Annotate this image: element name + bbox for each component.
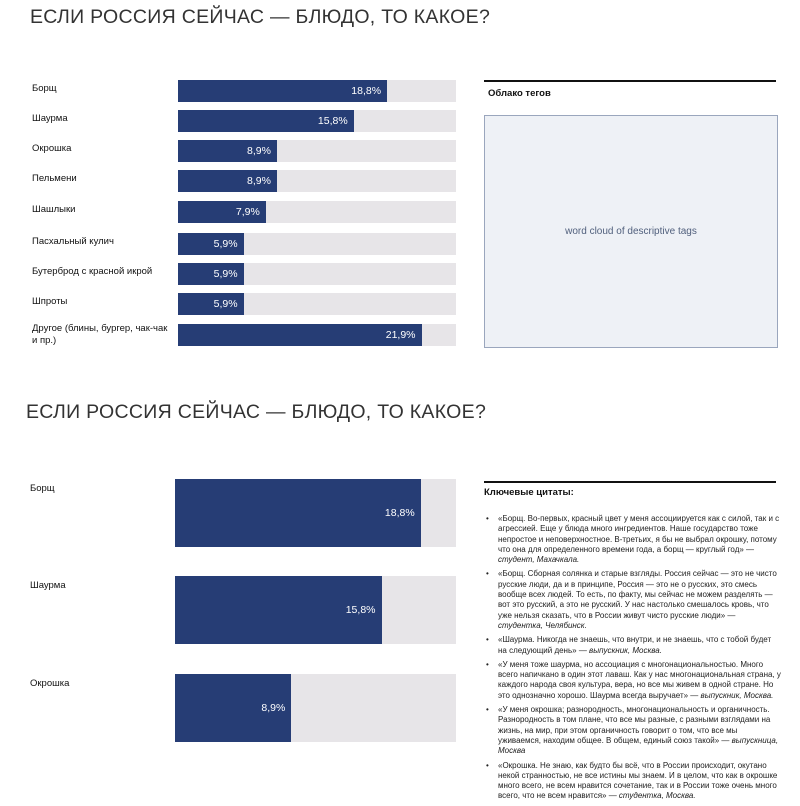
bar-track [178, 80, 456, 102]
bar-value-label: 15,8% [317, 115, 348, 127]
bar [178, 140, 277, 162]
bar-track [178, 140, 456, 162]
category-label: Шашлыки [32, 204, 76, 215]
category-label: Пельмени [32, 173, 77, 184]
bar [178, 263, 244, 285]
quote-text: «Борщ. Во-первых, красный цвет у меня ассоциируется как с силой, так и с агрессией. Еще у блюда много ингредиентов. Наше государство тоже непростое и неповерхностное. В-третьих, я бы не выбрал окрошку, потому что она для определенного времени года, а борщ — круглый год» — [498, 514, 780, 554]
panel-rule [484, 80, 776, 82]
quotes-title: Ключевые цитаты: [484, 487, 574, 498]
quote-text: «У меня тоже шаурма, но ассоциация с многонациональностью. Много всего напичкано в один этот лаваш. Как у нас многонациональная страна, у каждого народа своя культура, вера, но все мы живем в одной стране. Но это однозначно хорошо. Шаурма всегда выручает» — [498, 659, 781, 700]
quote-author: выпускник, Москва. [700, 690, 774, 700]
bar-track [178, 324, 456, 346]
bar [178, 80, 387, 102]
bar [178, 293, 244, 315]
category-label: Шпроты [32, 296, 68, 307]
panel-rule [484, 481, 776, 483]
bar-value-label: 5,9% [213, 268, 238, 280]
quote-item [484, 660, 782, 701]
tag-cloud-description: word cloud of descriptive tags [565, 226, 697, 237]
quotes-list [484, 514, 782, 806]
bar [175, 674, 291, 742]
bar-value-label: 5,9% [213, 238, 238, 250]
bar-track [178, 293, 456, 315]
bar [178, 110, 354, 132]
bar-value-label: 18,8% [351, 85, 382, 97]
bar-value-label: 8,9% [247, 175, 271, 187]
quote-author: студент, Махачкала. [498, 555, 580, 565]
quote-author: выпускник, Москва. [589, 645, 662, 655]
bar [178, 233, 244, 255]
bar-track [178, 233, 456, 255]
quote-text: «Шаурма. Никогда не знаешь, что внутри, и не знаешь, что с тобой будет на следующий день» — [498, 635, 772, 655]
quote-item [484, 705, 782, 756]
quote-item [484, 761, 782, 802]
bar-value-label: 21,9% [385, 329, 416, 341]
quote-author: выпускница, Москва [498, 735, 779, 756]
category-label: Окрошка [30, 678, 70, 689]
bar-value-label: 18,8% [384, 507, 415, 519]
bar-value-label: 15,8% [345, 604, 376, 616]
bar-track [178, 201, 456, 223]
category-label: Борщ [32, 83, 57, 94]
bar [178, 170, 277, 192]
quote-text: «Окрошка. Не знаю, как будто бы всё, что в России происходит, окутано некой странностью, не все истины мы знаем. И в целом, что как в окрошке много всего, не всем нравится сочетание, так и в России тоже очень много всего, что не всем нравится» — [498, 760, 778, 801]
bar-track [178, 110, 456, 132]
bar-track [175, 479, 456, 547]
quote-item [484, 569, 782, 631]
bar-track [175, 674, 456, 742]
bar-track [178, 170, 456, 192]
category-label: Бутерброд с красной икрой [32, 266, 153, 277]
bar-value-label: 7,9% [235, 206, 260, 218]
quote-text: «У меня окрошка; разнородность, многонациональность и органичность. Разнородность в том плане, что все мы разные, с разными взглядами на жизнь, на мир, при этом органичность говорит о том, что все мы уживаемся, находим общее. В общем, единый союз такой» — [498, 705, 771, 745]
quote-author: студентка, Москва. [618, 791, 696, 801]
category-label: Другое (блины, бургер, чак-чак и пр.) [32, 323, 168, 346]
bar [178, 201, 266, 223]
quote-author: студентка, Челябинск. [498, 620, 587, 630]
page-title: ЕСЛИ РОССИЯ СЕЙЧАС — БЛЮДО, ТО КАКОЕ? [30, 6, 491, 28]
bar [175, 479, 421, 547]
bar-value-label: 5,9% [213, 298, 238, 310]
quote-item [484, 635, 782, 656]
bar [178, 324, 422, 346]
section-title: ЕСЛИ РОССИЯ СЕЙЧАС — БЛЮДО, ТО КАКОЕ? [26, 401, 487, 423]
category-label: Пасхальный кулич [32, 236, 114, 247]
category-label: Окрошка [32, 143, 72, 154]
tag-cloud-image [484, 115, 778, 348]
category-label: Борщ [30, 483, 55, 494]
bar-value-label: 8,9% [261, 702, 286, 714]
quote-text: «Борщ. Сборная солянка и старые взгляды. Россия сейчас — это не чисто русские люди, да и в принципе, Россия — это не о русских, это смесь вообще всех людей. То есть, по факту, мы сейчас не можем разделять — вот это русский, а это не русский. У нас настолько смешалось кровь, что уже нельзя сказать, что в России живут чисто русские люди» — [498, 569, 777, 620]
category-label: Шаурма [32, 113, 68, 124]
tag-cloud-title: Облако тегов [488, 88, 551, 99]
quote-item [484, 514, 782, 565]
bar [175, 576, 382, 644]
bar-track [178, 263, 456, 285]
category-label: Шаурма [30, 580, 66, 591]
bar-value-label: 8,9% [247, 145, 271, 157]
bar-track [175, 576, 456, 644]
